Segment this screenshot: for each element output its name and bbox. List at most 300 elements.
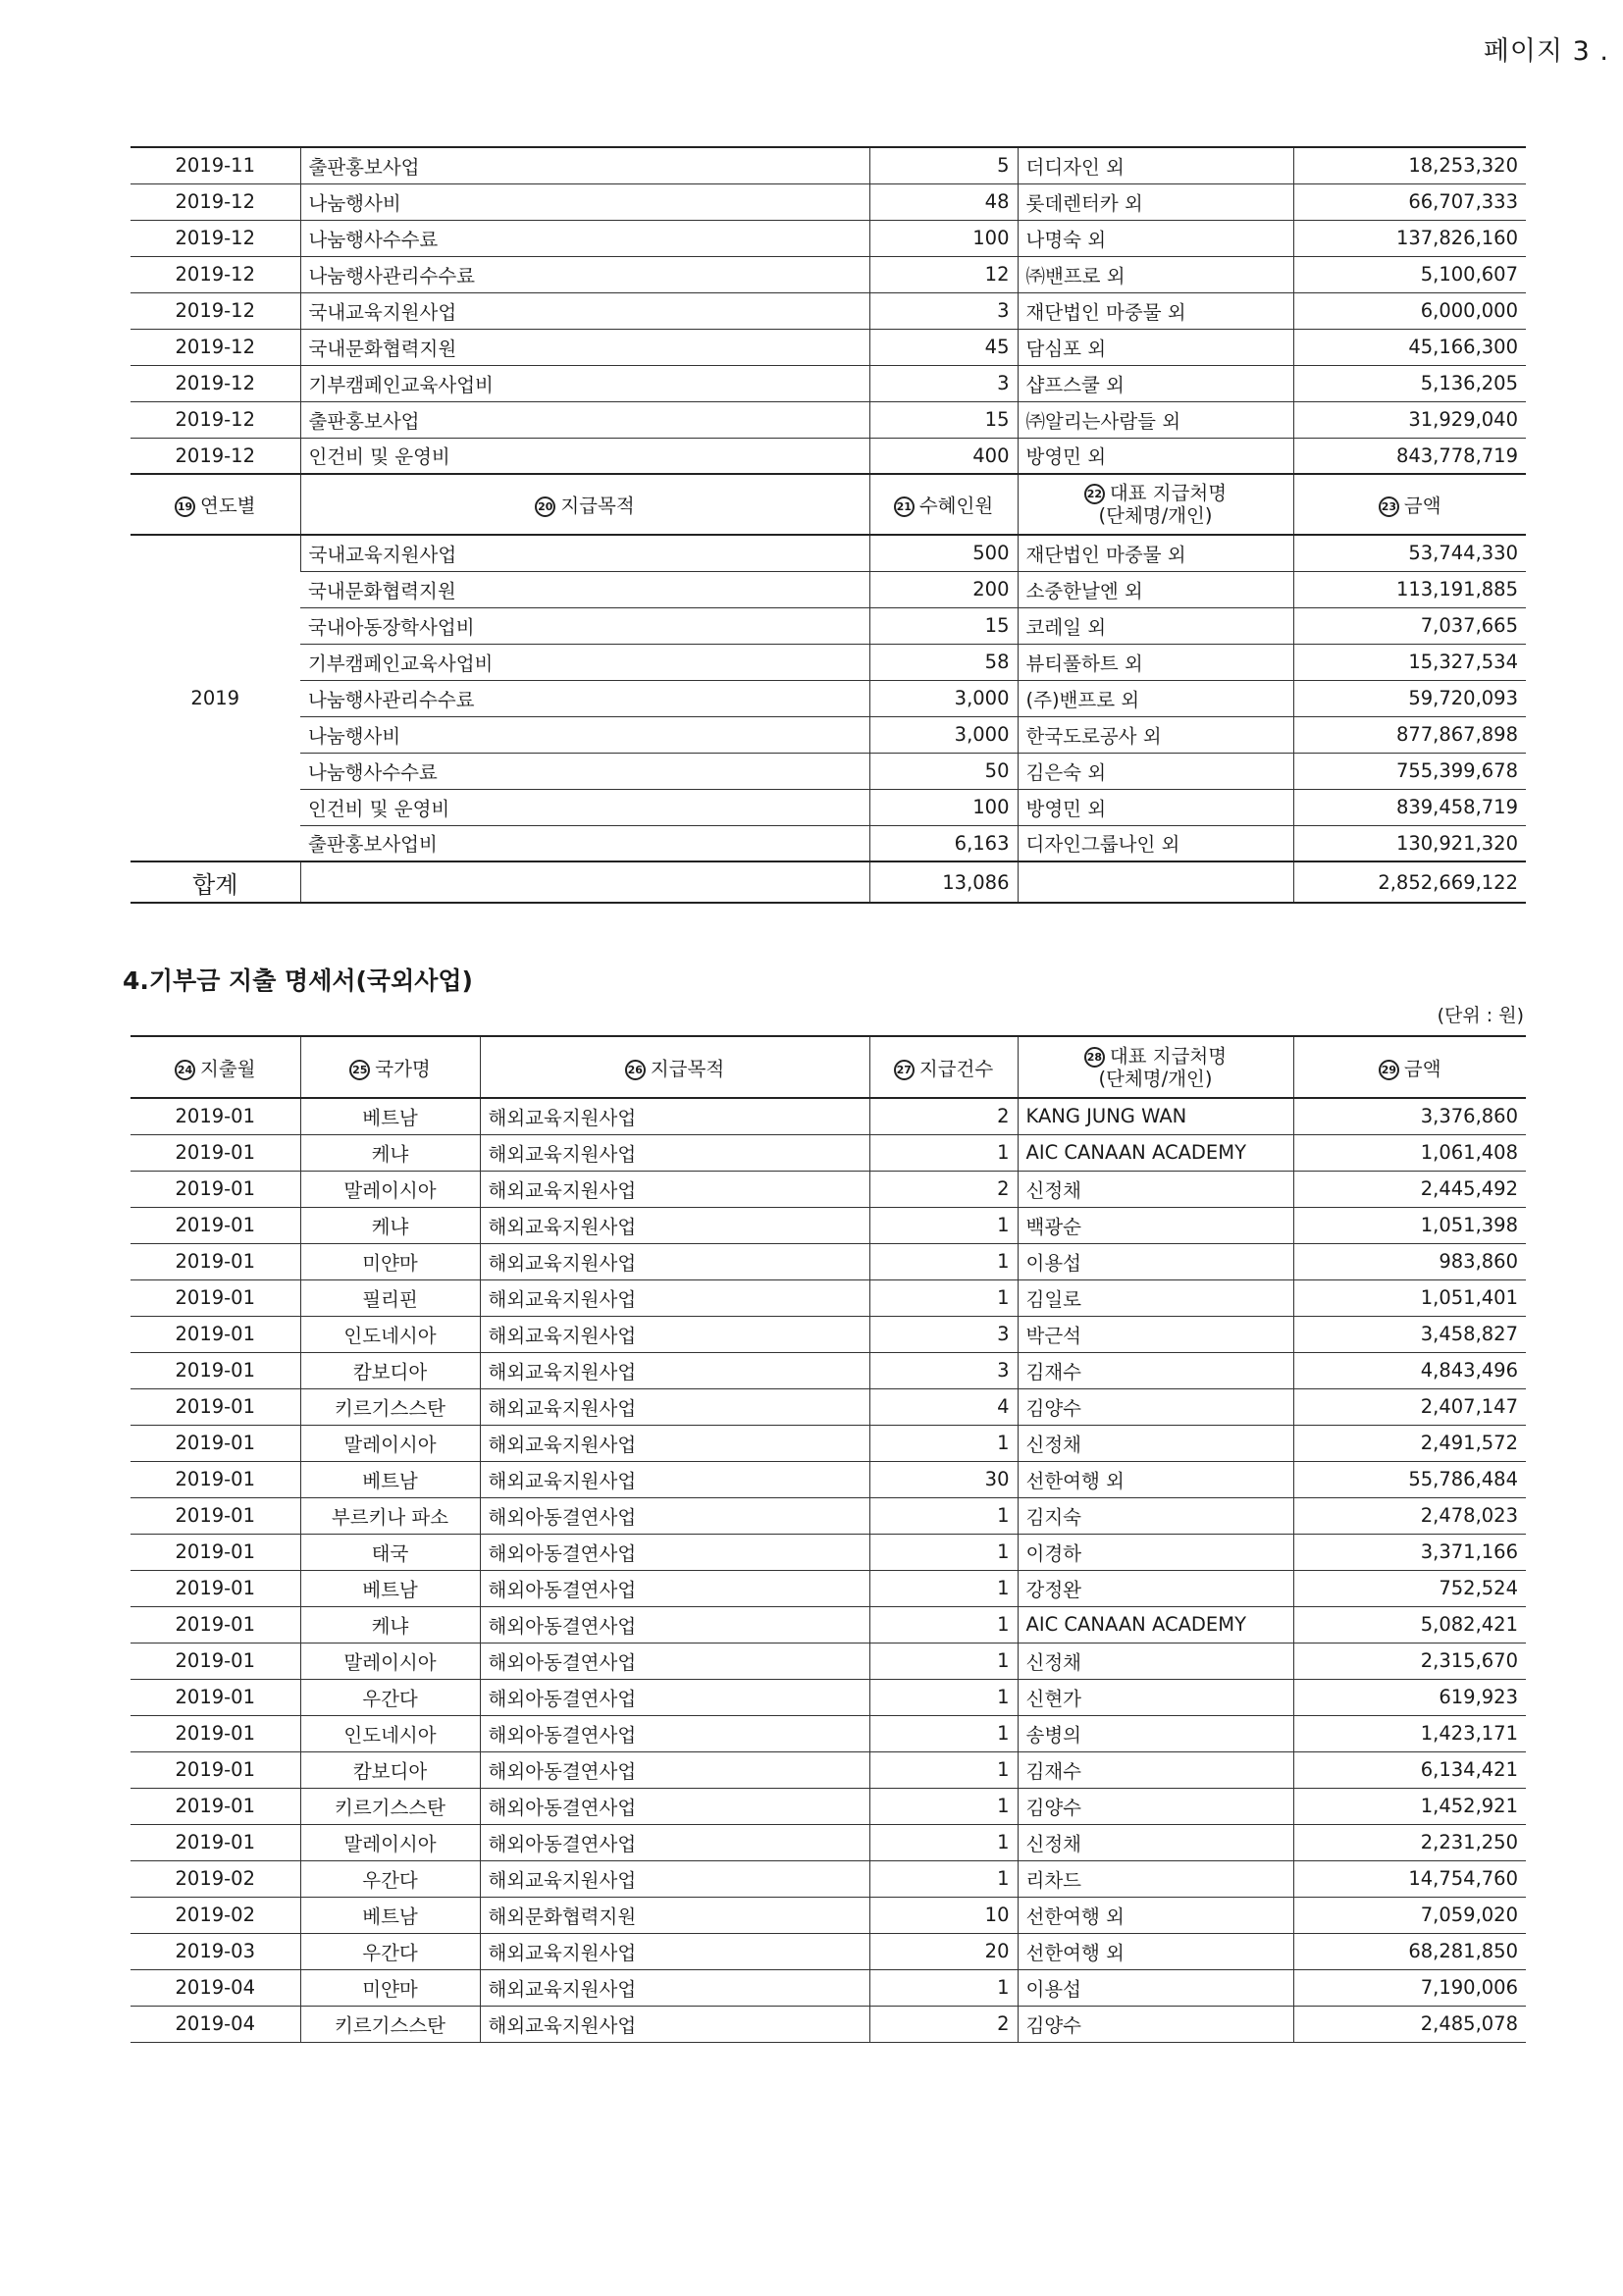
amount-cell: 6,134,421	[1293, 1751, 1526, 1788]
total-amount: 2,852,669,122	[1293, 861, 1526, 903]
count-cell: 1	[869, 1497, 1018, 1534]
month-cell: 2019-03	[131, 1933, 300, 1969]
recipient-cell: 신정채	[1018, 1824, 1293, 1860]
table-row	[131, 1243, 1526, 1279]
circled-number: 24	[175, 1060, 195, 1080]
purpose-cell: 해외교육지원사업	[480, 1933, 869, 1969]
month-cell: 2019-01	[131, 1461, 300, 1497]
yearly-header	[131, 474, 1526, 535]
recipient-cell: 이용섭	[1018, 1243, 1293, 1279]
count-cell: 1	[869, 1207, 1018, 1243]
recipient-cell: 재단법인 마중물 외	[1018, 535, 1293, 571]
circled-number: 25	[349, 1060, 370, 1080]
yearly-rows	[131, 535, 1526, 861]
table-row	[131, 1788, 1526, 1824]
purpose-cell: 인건비 및 운영비	[300, 438, 869, 474]
domestic-expenditure-table	[131, 146, 1526, 904]
amount-cell: 113,191,885	[1293, 571, 1526, 607]
amount-cell: 31,929,040	[1293, 401, 1526, 438]
purpose-cell: 나눔행사비	[300, 183, 869, 220]
count-cell: 20	[869, 1933, 1018, 1969]
purpose-cell: 기부캠페인교육사업비	[300, 365, 869, 401]
recipient-cell: 코레일 외	[1018, 607, 1293, 644]
page-number: 페이지 3 .	[1483, 36, 1609, 67]
amount-cell: 2,231,250	[1293, 1824, 1526, 1860]
table-row	[131, 825, 1526, 861]
period-cell: 2019-12	[131, 220, 300, 256]
table-row	[131, 535, 1526, 571]
table-row	[131, 1570, 1526, 1606]
total-label: 합계	[131, 861, 300, 903]
purpose-cell: 나눔행사비	[300, 716, 869, 753]
period-cell: 2019-11	[131, 147, 300, 183]
month-cell: 2019-01	[131, 1388, 300, 1425]
purpose-cell: 해외교육지원사업	[480, 1352, 869, 1388]
count-cell: 3	[869, 1352, 1018, 1388]
amount-cell: 2,485,078	[1293, 2006, 1526, 2042]
country-cell: 케냐	[300, 1207, 480, 1243]
month-cell: 2019-01	[131, 1207, 300, 1243]
country-cell: 키르기스스탄	[300, 1788, 480, 1824]
unit-label: (단위 : 원)	[1437, 1005, 1524, 1026]
table-row	[131, 256, 1526, 292]
overseas-expenditure-table	[131, 1035, 1526, 2043]
count-cell: 5	[869, 147, 1018, 183]
purpose-cell: 해외아동결연사업	[480, 1788, 869, 1824]
purpose-cell: 국내교육지원사업	[300, 292, 869, 329]
header-country: 25 국가명	[300, 1036, 480, 1098]
overseas-header	[131, 1036, 1526, 1098]
count-cell: 1	[869, 1751, 1018, 1788]
table-row	[131, 680, 1526, 716]
table-row	[131, 1388, 1526, 1425]
table-row	[131, 365, 1526, 401]
purpose-cell: 해외교육지원사업	[480, 1969, 869, 2006]
recipient-cell: AIC CANAAN ACADEMY	[1018, 1134, 1293, 1171]
amount-cell: 2,315,670	[1293, 1643, 1526, 1679]
purpose-cell: 해외교육지원사업	[480, 1425, 869, 1461]
year-cell: 2019	[131, 535, 300, 861]
purpose-cell: 나눔행사수수료	[300, 220, 869, 256]
recipient-cell: 방영민 외	[1018, 438, 1293, 474]
table-row	[131, 2006, 1526, 2042]
total-recipient-empty	[1018, 861, 1293, 903]
count-cell: 50	[869, 753, 1018, 789]
header-year: 19 연도별	[131, 474, 300, 535]
count-cell: 1	[869, 1715, 1018, 1751]
amount-cell: 3,458,827	[1293, 1316, 1526, 1352]
purpose-cell: 해외교육지원사업	[480, 1388, 869, 1425]
recipient-cell: 재단법인 마중물 외	[1018, 292, 1293, 329]
count-cell: 48	[869, 183, 1018, 220]
purpose-cell: 국내교육지원사업	[300, 535, 869, 571]
purpose-cell: 출판홍보사업	[300, 401, 869, 438]
purpose-cell: 출판홍보사업비	[300, 825, 869, 861]
month-cell: 2019-01	[131, 1824, 300, 1860]
count-cell: 4	[869, 1388, 1018, 1425]
count-cell: 1	[869, 1643, 1018, 1679]
amount-cell: 6,000,000	[1293, 292, 1526, 329]
purpose-cell: 해외교육지원사업	[480, 2006, 869, 2042]
table-header-row	[131, 1036, 1526, 1098]
table-row	[131, 292, 1526, 329]
header-amount: 29 금액	[1293, 1036, 1526, 1098]
circled-number: 29	[1379, 1060, 1399, 1080]
recipient-cell: 박근석	[1018, 1316, 1293, 1352]
country-cell: 케냐	[300, 1606, 480, 1643]
month-cell: 2019-01	[131, 1316, 300, 1352]
recipient-cell: 선한여행 외	[1018, 1461, 1293, 1497]
recipient-cell: 김은숙 외	[1018, 753, 1293, 789]
amount-cell: 5,100,607	[1293, 256, 1526, 292]
header-purpose: 20 지급목적	[300, 474, 869, 535]
amount-cell: 55,786,484	[1293, 1461, 1526, 1497]
table-row	[131, 789, 1526, 825]
purpose-cell: 해외교육지원사업	[480, 1860, 869, 1897]
count-cell: 1	[869, 1570, 1018, 1606]
country-cell: 우간다	[300, 1679, 480, 1715]
country-cell: 케냐	[300, 1134, 480, 1171]
country-cell: 베트남	[300, 1570, 480, 1606]
table-row	[131, 1497, 1526, 1534]
amount-cell: 7,037,665	[1293, 607, 1526, 644]
recipient-cell: ㈜알리는사람들 외	[1018, 401, 1293, 438]
count-cell: 2	[869, 1171, 1018, 1207]
count-cell: 1	[869, 1243, 1018, 1279]
table-row	[131, 1824, 1526, 1860]
table-row	[131, 1134, 1526, 1171]
purpose-cell: 해외교육지원사업	[480, 1316, 869, 1352]
table-row	[131, 1606, 1526, 1643]
period-cell: 2019-12	[131, 438, 300, 474]
table-row	[131, 183, 1526, 220]
country-cell: 말레이시아	[300, 1425, 480, 1461]
amount-cell: 2,478,023	[1293, 1497, 1526, 1534]
table-row	[131, 1933, 1526, 1969]
table-row	[131, 401, 1526, 438]
count-cell: 15	[869, 607, 1018, 644]
month-cell: 2019-01	[131, 1425, 300, 1461]
table-row	[131, 147, 1526, 183]
purpose-cell: 해외교육지원사업	[480, 1243, 869, 1279]
monthly-rows	[131, 147, 1526, 474]
amount-cell: 843,778,719	[1293, 438, 1526, 474]
period-cell: 2019-12	[131, 256, 300, 292]
table-row	[131, 1316, 1526, 1352]
purpose-cell: 해외교육지원사업	[480, 1134, 869, 1171]
overseas-rows	[131, 1098, 1526, 2042]
recipient-cell: 소중한날엔 외	[1018, 571, 1293, 607]
circled-number: 21	[894, 496, 915, 517]
amount-cell: 983,860	[1293, 1243, 1526, 1279]
table-row	[131, 329, 1526, 365]
amount-cell: 752,524	[1293, 1570, 1526, 1606]
month-cell: 2019-01	[131, 1497, 300, 1534]
amount-cell: 68,281,850	[1293, 1933, 1526, 1969]
amount-cell: 839,458,719	[1293, 789, 1526, 825]
recipient-cell: 샵프스쿨 외	[1018, 365, 1293, 401]
recipient-cell: 김양수	[1018, 1788, 1293, 1824]
table-row	[131, 644, 1526, 680]
month-cell: 2019-01	[131, 1534, 300, 1570]
month-cell: 2019-01	[131, 1715, 300, 1751]
count-cell: 1	[869, 1279, 1018, 1316]
month-cell: 2019-01	[131, 1134, 300, 1171]
month-cell: 2019-01	[131, 1171, 300, 1207]
table-row	[131, 1425, 1526, 1461]
country-cell: 부르키나 파소	[300, 1497, 480, 1534]
recipient-cell: (주)밴프로 외	[1018, 680, 1293, 716]
recipient-cell: 한국도로공사 외	[1018, 716, 1293, 753]
amount-cell: 1,051,398	[1293, 1207, 1526, 1243]
header-purpose: 26 지급목적	[480, 1036, 869, 1098]
country-cell: 키르기스스탄	[300, 2006, 480, 2042]
country-cell: 필리핀	[300, 1279, 480, 1316]
header-beneficiaries: 21 수혜인원	[869, 474, 1018, 535]
purpose-cell: 나눔행사관리수수료	[300, 680, 869, 716]
period-cell: 2019-12	[131, 329, 300, 365]
amount-cell: 18,253,320	[1293, 147, 1526, 183]
recipient-cell: 선한여행 외	[1018, 1933, 1293, 1969]
amount-cell: 45,166,300	[1293, 329, 1526, 365]
table-row	[131, 1534, 1526, 1570]
count-cell: 15	[869, 401, 1018, 438]
amount-cell: 1,051,401	[1293, 1279, 1526, 1316]
amount-cell: 14,754,760	[1293, 1860, 1526, 1897]
count-cell: 3	[869, 292, 1018, 329]
purpose-cell: 나눔행사수수료	[300, 753, 869, 789]
recipient-cell: 김재수	[1018, 1352, 1293, 1388]
table-row	[131, 1171, 1526, 1207]
count-cell: 45	[869, 329, 1018, 365]
table-header-row	[131, 474, 1526, 535]
recipient-cell: AIC CANAAN ACADEMY	[1018, 1606, 1293, 1643]
count-cell: 1	[869, 1969, 1018, 2006]
purpose-cell: 나눔행사관리수수료	[300, 256, 869, 292]
country-cell: 인도네시아	[300, 1715, 480, 1751]
count-cell: 3,000	[869, 716, 1018, 753]
purpose-cell: 해외아동결연사업	[480, 1570, 869, 1606]
count-cell: 3	[869, 365, 1018, 401]
amount-cell: 1,423,171	[1293, 1715, 1526, 1751]
purpose-cell: 해외아동결연사업	[480, 1497, 869, 1534]
amount-cell: 1,061,408	[1293, 1134, 1526, 1171]
circled-number: 22	[1084, 484, 1105, 504]
table-row	[131, 1098, 1526, 1134]
country-cell: 우간다	[300, 1933, 480, 1969]
month-cell: 2019-01	[131, 1643, 300, 1679]
count-cell: 6,163	[869, 825, 1018, 861]
recipient-cell: 신현가	[1018, 1679, 1293, 1715]
country-cell: 인도네시아	[300, 1316, 480, 1352]
table-row	[131, 1352, 1526, 1388]
purpose-cell: 해외아동결연사업	[480, 1643, 869, 1679]
count-cell: 100	[869, 789, 1018, 825]
table-row	[131, 1751, 1526, 1788]
country-cell: 캄보디아	[300, 1352, 480, 1388]
month-cell: 2019-01	[131, 1279, 300, 1316]
country-cell: 베트남	[300, 1098, 480, 1134]
purpose-cell: 해외교육지원사업	[480, 1279, 869, 1316]
period-cell: 2019-12	[131, 365, 300, 401]
country-cell: 말레이시아	[300, 1171, 480, 1207]
amount-cell: 7,190,006	[1293, 1969, 1526, 2006]
country-cell: 캄보디아	[300, 1751, 480, 1788]
amount-cell: 59,720,093	[1293, 680, 1526, 716]
count-cell: 3	[869, 1316, 1018, 1352]
table-row	[131, 1969, 1526, 2006]
amount-cell: 2,445,492	[1293, 1171, 1526, 1207]
count-cell: 200	[869, 571, 1018, 607]
table-row	[131, 1207, 1526, 1243]
amount-cell: 619,923	[1293, 1679, 1526, 1715]
circled-number: 20	[535, 496, 555, 517]
country-cell: 베트남	[300, 1461, 480, 1497]
amount-cell: 2,407,147	[1293, 1388, 1526, 1425]
count-cell: 100	[869, 220, 1018, 256]
count-cell: 1	[869, 1824, 1018, 1860]
table-row	[131, 1679, 1526, 1715]
purpose-cell: 해외아동결연사업	[480, 1606, 869, 1643]
purpose-cell: 해외교육지원사업	[480, 1098, 869, 1134]
purpose-cell: 해외교육지원사업	[480, 1207, 869, 1243]
header-amount: 23 금액	[1293, 474, 1526, 535]
amount-cell: 3,376,860	[1293, 1098, 1526, 1134]
count-cell: 30	[869, 1461, 1018, 1497]
count-cell: 500	[869, 535, 1018, 571]
recipient-cell: ㈜밴프로 외	[1018, 256, 1293, 292]
count-cell: 10	[869, 1897, 1018, 1933]
recipient-cell: 담심포 외	[1018, 329, 1293, 365]
amount-cell: 755,399,678	[1293, 753, 1526, 789]
total-purpose-empty	[300, 861, 869, 903]
count-cell: 3,000	[869, 680, 1018, 716]
recipient-cell: 선한여행 외	[1018, 1897, 1293, 1933]
month-cell: 2019-02	[131, 1897, 300, 1933]
total-count: 13,086	[869, 861, 1018, 903]
count-cell: 1	[869, 1134, 1018, 1171]
recipient-cell: 백광순	[1018, 1207, 1293, 1243]
purpose-cell: 출판홍보사업	[300, 147, 869, 183]
month-cell: 2019-01	[131, 1679, 300, 1715]
month-cell: 2019-01	[131, 1751, 300, 1788]
circled-number: 27	[894, 1060, 915, 1080]
total-row	[131, 861, 1526, 903]
table-row	[131, 1897, 1526, 1933]
purpose-cell: 해외아동결연사업	[480, 1534, 869, 1570]
amount-cell: 66,707,333	[1293, 183, 1526, 220]
recipient-cell: 디자인그룹나인 외	[1018, 825, 1293, 861]
table-row	[131, 438, 1526, 474]
amount-cell: 53,744,330	[1293, 535, 1526, 571]
table-row	[131, 571, 1526, 607]
purpose-cell: 기부캠페인교육사업비	[300, 644, 869, 680]
month-cell: 2019-04	[131, 2006, 300, 2042]
table-row	[131, 1643, 1526, 1679]
count-cell: 1	[869, 1679, 1018, 1715]
count-cell: 1	[869, 1788, 1018, 1824]
purpose-cell: 인건비 및 운영비	[300, 789, 869, 825]
recipient-cell: 방영민 외	[1018, 789, 1293, 825]
table-row	[131, 1279, 1526, 1316]
recipient-cell: 신정채	[1018, 1171, 1293, 1207]
period-cell: 2019-12	[131, 401, 300, 438]
count-cell: 2	[869, 2006, 1018, 2042]
total-section	[131, 861, 1526, 903]
recipient-cell: 나명숙 외	[1018, 220, 1293, 256]
recipient-cell: 김재수	[1018, 1751, 1293, 1788]
purpose-cell: 해외교육지원사업	[480, 1171, 869, 1207]
table-row	[131, 1860, 1526, 1897]
recipient-cell: 송병의	[1018, 1715, 1293, 1751]
count-cell: 1	[869, 1860, 1018, 1897]
count-cell: 400	[869, 438, 1018, 474]
purpose-cell: 해외아동결연사업	[480, 1751, 869, 1788]
month-cell: 2019-01	[131, 1098, 300, 1134]
count-cell: 1	[869, 1534, 1018, 1570]
country-cell: 미얀마	[300, 1243, 480, 1279]
count-cell: 1	[869, 1606, 1018, 1643]
count-cell: 12	[869, 256, 1018, 292]
amount-cell: 1,452,921	[1293, 1788, 1526, 1824]
period-cell: 2019-12	[131, 183, 300, 220]
country-cell: 미얀마	[300, 1969, 480, 2006]
recipient-cell: 이용섭	[1018, 1969, 1293, 2006]
month-cell: 2019-04	[131, 1969, 300, 2006]
purpose-cell: 해외아동결연사업	[480, 1679, 869, 1715]
table-row	[131, 1715, 1526, 1751]
purpose-cell: 국내아동장학사업비	[300, 607, 869, 644]
amount-cell: 7,059,020	[1293, 1897, 1526, 1933]
recipient-cell: 이경하	[1018, 1534, 1293, 1570]
recipient-cell: 강정완	[1018, 1570, 1293, 1606]
recipient-cell: 김일로	[1018, 1279, 1293, 1316]
recipient-cell: 김지숙	[1018, 1497, 1293, 1534]
recipient-cell: 김양수	[1018, 2006, 1293, 2042]
amount-cell: 2,491,572	[1293, 1425, 1526, 1461]
circled-number: 26	[625, 1060, 646, 1080]
amount-cell: 877,867,898	[1293, 716, 1526, 753]
section-title: 4.기부금 지출 명세서(국외사업)	[123, 966, 473, 995]
amount-cell: 5,136,205	[1293, 365, 1526, 401]
month-cell: 2019-01	[131, 1606, 300, 1643]
purpose-cell: 국내문화협력지원	[300, 571, 869, 607]
table-row	[131, 220, 1526, 256]
purpose-cell: 국내문화협력지원	[300, 329, 869, 365]
count-cell: 1	[869, 1425, 1018, 1461]
amount-cell: 4,843,496	[1293, 1352, 1526, 1388]
header-count: 27 지급건수	[869, 1036, 1018, 1098]
country-cell: 베트남	[300, 1897, 480, 1933]
amount-cell: 130,921,320	[1293, 825, 1526, 861]
table-row	[131, 753, 1526, 789]
header-recipient: 28 대표 지급처명 (단체명/개인)	[1018, 1036, 1293, 1098]
circled-number: 28	[1084, 1047, 1105, 1068]
table-row	[131, 1461, 1526, 1497]
table-row	[131, 716, 1526, 753]
circled-number: 19	[175, 496, 195, 517]
amount-cell: 5,082,421	[1293, 1606, 1526, 1643]
purpose-cell: 해외문화협력지원	[480, 1897, 869, 1933]
month-cell: 2019-01	[131, 1352, 300, 1388]
amount-cell: 15,327,534	[1293, 644, 1526, 680]
month-cell: 2019-01	[131, 1788, 300, 1824]
country-cell: 말레이시아	[300, 1824, 480, 1860]
month-cell: 2019-01	[131, 1570, 300, 1606]
recipient-cell: 뷰티풀하트 외	[1018, 644, 1293, 680]
country-cell: 태국	[300, 1534, 480, 1570]
country-cell: 우간다	[300, 1860, 480, 1897]
